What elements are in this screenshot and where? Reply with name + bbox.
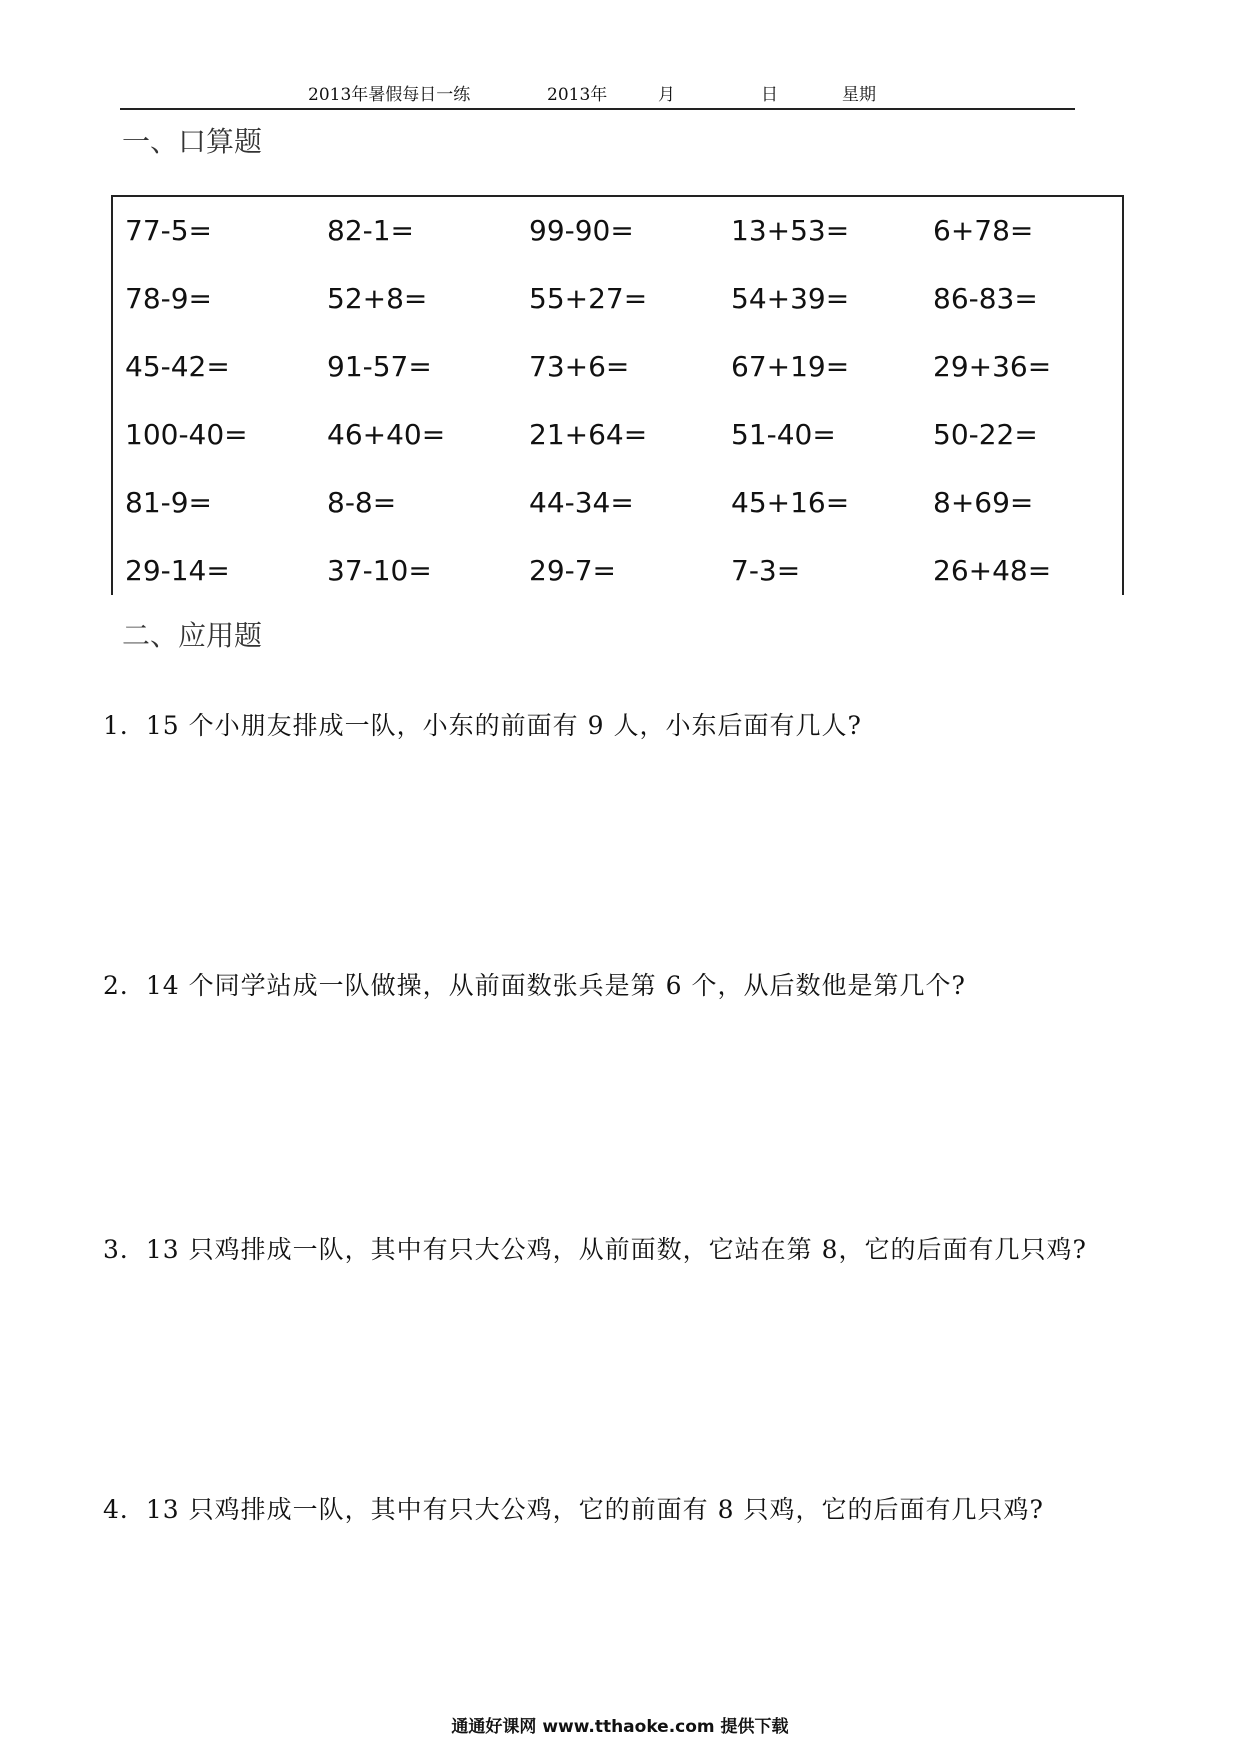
calc-item: 26+48=: [933, 554, 1052, 587]
calc-item: 100-40=: [125, 418, 248, 451]
calc-item: 6+78=: [933, 214, 1034, 247]
calc-item: 46+40=: [327, 418, 446, 451]
calc-item: 8-8=: [327, 486, 397, 519]
calc-item: 91-57=: [327, 350, 432, 383]
calc-item: 37-10=: [327, 554, 432, 587]
word-problem-4: 4．13 只鸡排成一队，其中有只大公鸡，它的前面有 8 只鸡，它的后面有几只鸡?: [103, 1495, 1044, 1524]
calc-item: 8+69=: [933, 486, 1034, 519]
calc-item: 54+39=: [731, 282, 850, 315]
calc-item: 55+27=: [529, 282, 648, 315]
header-title: 2013年暑假每日一练: [308, 85, 471, 105]
calc-item: 7-3=: [731, 554, 801, 587]
mental-math-box: [111, 195, 1124, 595]
calc-item: 99-90=: [529, 214, 634, 247]
calc-item: 82-1=: [327, 214, 415, 247]
section-title-word-problems: 二、应用题: [122, 619, 263, 652]
page-header: [120, 74, 1075, 110]
calc-item: 52+8=: [327, 282, 428, 315]
section-title-mental-math: 一、口算题: [122, 125, 263, 158]
word-problem-3: 3．13 只鸡排成一队，其中有只大公鸡，从前面数，它站在第 8，它的后面有几只鸡?: [103, 1235, 1087, 1264]
header-day: 日: [761, 85, 778, 105]
calc-item: 13+53=: [731, 214, 850, 247]
calc-item: 86-83=: [933, 282, 1038, 315]
calc-item: 29-7=: [529, 554, 617, 587]
page-footer: 通通好课网 www.tthaoke.com 提供下载: [451, 1717, 789, 1737]
calc-item: 44-34=: [529, 486, 634, 519]
header-month: 月: [658, 85, 675, 105]
calc-item: 21+64=: [529, 418, 648, 451]
calc-item: 73+6=: [529, 350, 630, 383]
calc-item: 77-5=: [125, 214, 213, 247]
header-year: 2013年: [547, 85, 608, 105]
calc-item: 50-22=: [933, 418, 1038, 451]
calc-item: 51-40=: [731, 418, 836, 451]
calc-item: 78-9=: [125, 282, 213, 315]
calc-item: 45+16=: [731, 486, 850, 519]
word-problem-2: 2．14 个同学站成一队做操，从前面数张兵是第 6 个，从后数他是第几个?: [103, 971, 966, 1000]
calc-item: 29-14=: [125, 554, 230, 587]
mental-math-grid: [125, 211, 1135, 619]
header-weekday: 星期: [842, 85, 876, 105]
calc-item: 67+19=: [731, 350, 850, 383]
word-problem-1: 1．15 个小朋友排成一队，小东的前面有 9 人，小东后面有几人?: [103, 711, 862, 740]
calc-item: 81-9=: [125, 486, 213, 519]
calc-item: 45-42=: [125, 350, 230, 383]
calc-item: 29+36=: [933, 350, 1052, 383]
